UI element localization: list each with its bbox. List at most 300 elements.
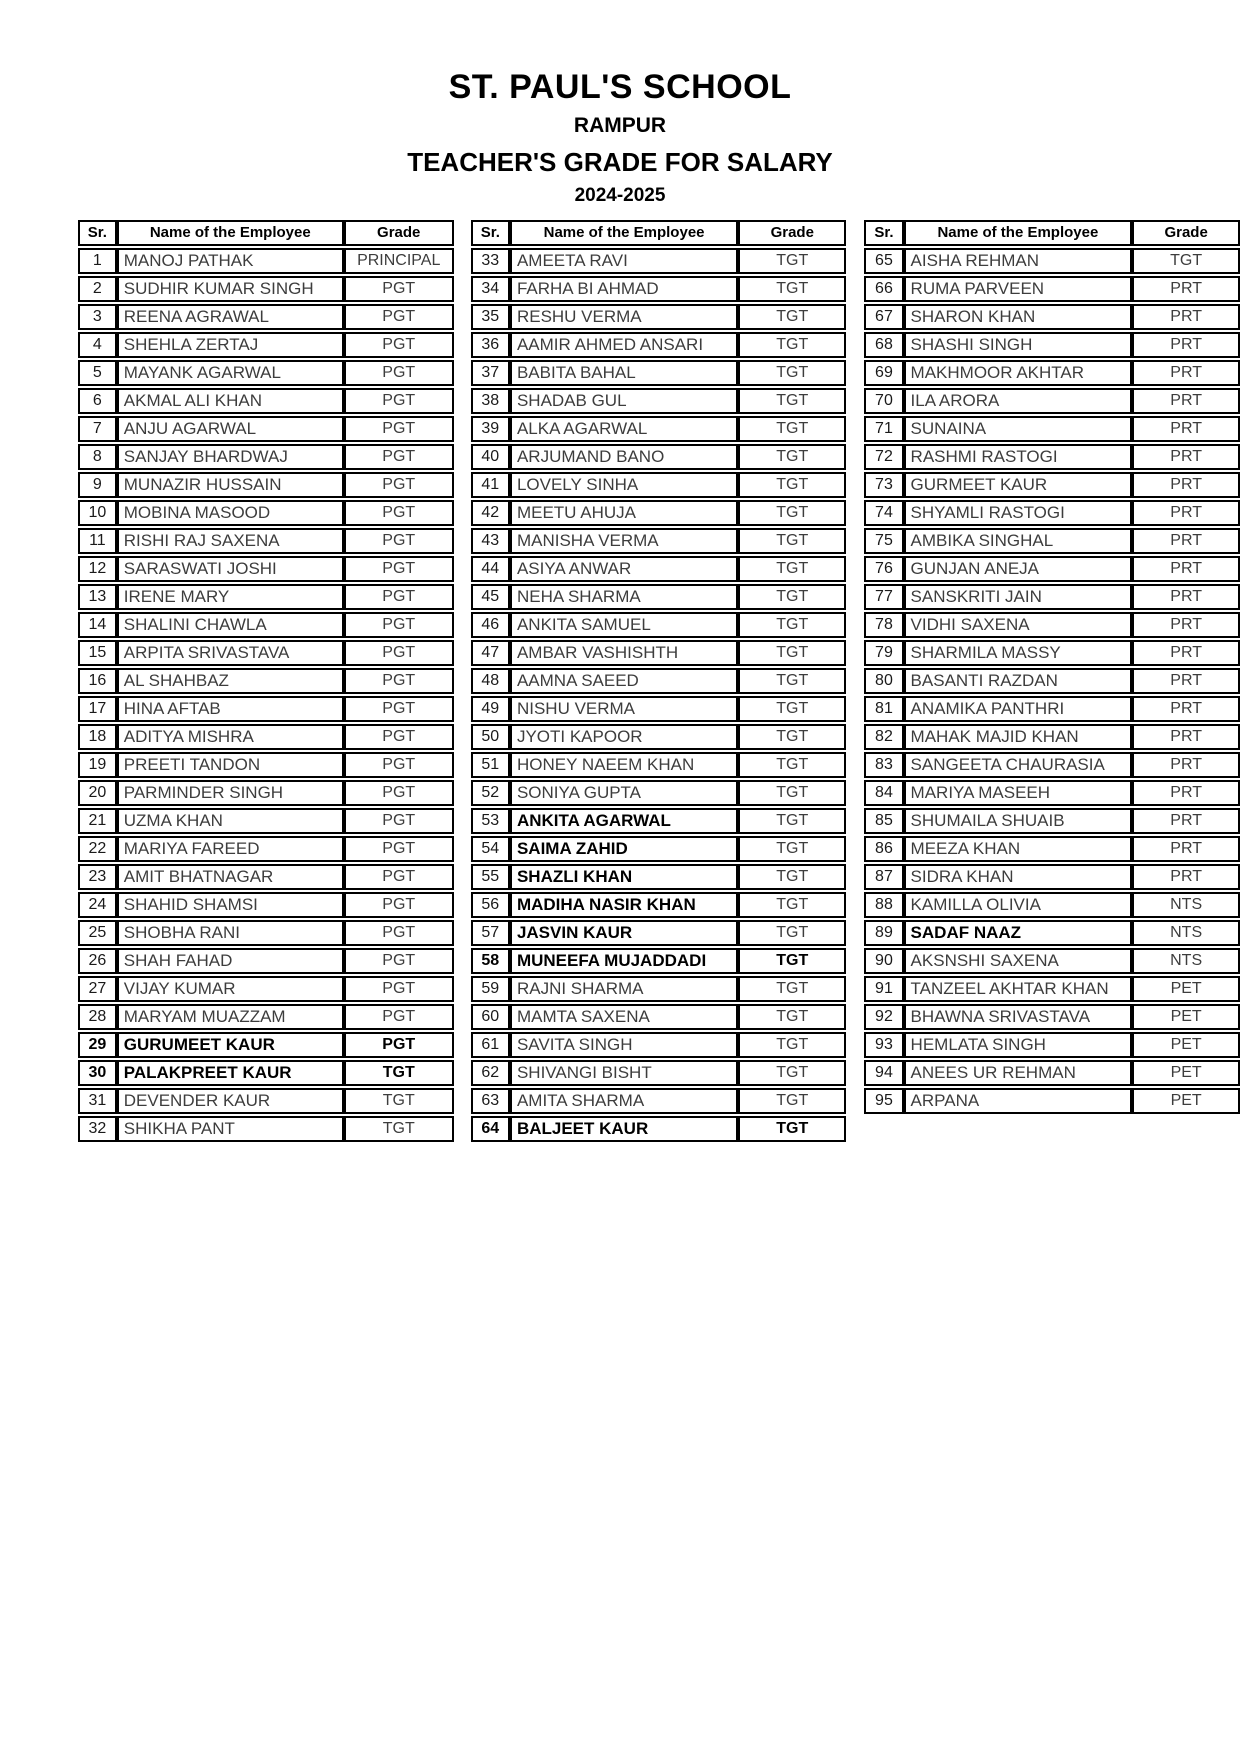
sr-cell: 39 [471,416,510,442]
sr-cell: 5 [78,360,117,386]
sr-cell: 62 [471,1060,510,1086]
name-cell: ALKA AGARWAL [510,416,738,442]
table-row [78,892,454,918]
grade-cell: TGT [738,416,846,442]
grade-cell: TGT [738,864,846,890]
grade-cell: TGT [738,976,846,1002]
table-row [864,612,1240,638]
grade-cell: PRT [1132,556,1240,582]
table-row [78,248,454,274]
name-cell: TANZEEL AKHTAR KHAN [904,976,1133,1002]
grade-cell: PET [1132,1088,1240,1114]
grade-cell: PGT [344,444,454,470]
sr-cell: 38 [471,388,510,414]
table-row [78,640,454,666]
name-cell: SHOBHA RANI [117,920,344,946]
table-row [78,724,454,750]
grade-cell: TGT [738,1088,846,1114]
grade-cell: TGT [738,360,846,386]
header-row [864,220,1240,246]
table-row [864,668,1240,694]
grade-cell: PET [1132,1032,1240,1058]
name-cell: HEMLATA SINGH [904,1032,1133,1058]
table-body [78,248,454,1142]
sr-cell: 37 [471,360,510,386]
grade-cell: NTS [1132,948,1240,974]
grade-cell: PGT [344,976,454,1002]
table-row [471,1032,847,1058]
name-cell: SAIMA ZAHID [510,836,738,862]
name-cell: SONIYA GUPTA [510,780,738,806]
name-cell: NEHA SHARMA [510,584,738,610]
grade-cell: PET [1132,1004,1240,1030]
sr-cell: 52 [471,780,510,806]
grade-cell: PGT [344,556,454,582]
grade-cell: TGT [738,920,846,946]
sr-cell: 83 [864,752,903,778]
name-cell: SHARMILA MASSY [904,640,1133,666]
grade-cell: PGT [344,808,454,834]
sr-cell: 67 [864,304,903,330]
grade-cell: TGT [738,500,846,526]
name-cell: ANJU AGARWAL [117,416,344,442]
name-cell: REENA AGRAWAL [117,304,344,330]
name-cell: AMEETA RAVI [510,248,738,274]
table-row [864,276,1240,302]
table-row [471,1088,847,1114]
name-cell: FARHA BI AHMAD [510,276,738,302]
table-row [864,416,1240,442]
name-cell: MOBINA MASOOD [117,500,344,526]
name-cell: AMIT BHATNAGAR [117,864,344,890]
name-cell: MAMTA SAXENA [510,1004,738,1030]
name-cell: MUNEEFA MUJADDADI [510,948,738,974]
grade-cell: TGT [738,948,846,974]
sr-cell: 49 [471,696,510,722]
grade-table-2 [471,218,847,1144]
name-cell: SHIKHA PANT [117,1116,344,1142]
table-row [78,444,454,470]
table-row [78,1004,454,1030]
name-cell: AISHA REHMAN [904,248,1133,274]
grade-cell: PGT [344,836,454,862]
grade-cell: PRT [1132,780,1240,806]
name-cell: MEEZA KHAN [904,836,1133,862]
name-cell: GURUMEET KAUR [117,1032,344,1058]
table-row [471,948,847,974]
name-cell: AMBIKA SINGHAL [904,528,1133,554]
sr-cell: 93 [864,1032,903,1058]
grade-cell: TGT [738,444,846,470]
table-row [78,528,454,554]
name-cell: ANKITA AGARWAL [510,808,738,834]
table-row [864,528,1240,554]
name-cell: IRENE MARY [117,584,344,610]
table-row [471,472,847,498]
table-row [471,612,847,638]
grade-cell: PGT [344,528,454,554]
name-cell: BHAWNA SRIVASTAVA [904,1004,1133,1030]
sr-cell: 40 [471,444,510,470]
grade-cell: PGT [344,584,454,610]
table-row [78,948,454,974]
name-cell: HONEY NAEEM KHAN [510,752,738,778]
session-year: 2024-2025 [574,185,666,206]
sr-cell: 3 [78,304,117,330]
sr-cell: 53 [471,808,510,834]
sr-cell: 68 [864,332,903,358]
grade-table-3 [864,218,1240,1116]
grade-cell: TGT [738,612,846,638]
sr-cell: 47 [471,640,510,666]
sr-cell: 4 [78,332,117,358]
table-row [864,696,1240,722]
name-cell: AMBAR VASHISHTH [510,640,738,666]
grade-cell: PGT [344,332,454,358]
sr-cell: 6 [78,388,117,414]
grade-cell: PRT [1132,444,1240,470]
school-city: RAMPUR [573,114,667,137]
grade-cell: PRT [1132,416,1240,442]
table-row [471,864,847,890]
table-row [78,1116,454,1142]
table-row [864,584,1240,610]
col-header-grade: Grade [1132,220,1240,246]
table-row [78,976,454,1002]
name-cell: MANOJ PATHAK [117,248,344,274]
sr-cell: 71 [864,416,903,442]
sr-cell: 28 [78,1004,117,1030]
table-row [78,1088,454,1114]
grade-cell: PGT [344,920,454,946]
name-cell: ARPANA [904,1088,1133,1114]
sr-cell: 75 [864,528,903,554]
name-cell: JYOTI KAPOOR [510,724,738,750]
sr-cell: 11 [78,528,117,554]
table-header [471,220,847,246]
table-row [471,360,847,386]
grade-cell: TGT [738,640,846,666]
sr-cell: 36 [471,332,510,358]
table-row [78,360,454,386]
grade-cell: PRT [1132,612,1240,638]
grade-cell: PRT [1132,332,1240,358]
grade-cell: TGT [738,248,846,274]
grade-cell: PRT [1132,500,1240,526]
sr-cell: 65 [864,248,903,274]
sr-cell: 45 [471,584,510,610]
grade-cell: TGT [738,724,846,750]
sr-cell: 77 [864,584,903,610]
name-cell: AMITA SHARMA [510,1088,738,1114]
sr-cell: 48 [471,668,510,694]
table-row [78,500,454,526]
name-cell: SHIVANGI BISHT [510,1060,738,1086]
sr-cell: 44 [471,556,510,582]
grade-cell: TGT [738,836,846,862]
sr-cell: 91 [864,976,903,1002]
sr-cell: 79 [864,640,903,666]
name-cell: MARIYA MASEEH [904,780,1133,806]
table-row [864,472,1240,498]
sr-cell: 15 [78,640,117,666]
grade-cell: PGT [344,640,454,666]
name-cell: SHARON KHAN [904,304,1133,330]
grade-cell: PET [1132,1060,1240,1086]
sr-cell: 70 [864,388,903,414]
grade-cell: TGT [738,892,846,918]
grade-cell: PGT [344,724,454,750]
grade-cell: PGT [344,612,454,638]
name-cell: RAJNI SHARMA [510,976,738,1002]
document-heading [0,0,1240,207]
sr-cell: 12 [78,556,117,582]
table-row [471,1004,847,1030]
sr-cell: 32 [78,1116,117,1142]
table-row [864,808,1240,834]
grade-cell: PRT [1132,388,1240,414]
sr-cell: 41 [471,472,510,498]
table-row [864,556,1240,582]
name-cell: ANAMIKA PANTHRI [904,696,1133,722]
sr-cell: 95 [864,1088,903,1114]
name-cell: NISHU VERMA [510,696,738,722]
name-cell: AKMAL ALI KHAN [117,388,344,414]
table-row [78,276,454,302]
col-header-name: Name of the Employee [117,220,344,246]
grade-cell: PRT [1132,808,1240,834]
name-cell: MANISHA VERMA [510,528,738,554]
table-body [471,248,847,1142]
col-header-name: Name of the Employee [904,220,1133,246]
grade-cell: TGT [738,304,846,330]
grade-cell: PRT [1132,276,1240,302]
col-header-sr: Sr. [78,220,117,246]
grade-cell: TGT [344,1060,454,1086]
sr-cell: 94 [864,1060,903,1086]
sr-cell: 21 [78,808,117,834]
table-row [471,416,847,442]
sr-cell: 84 [864,780,903,806]
table-row [864,920,1240,946]
sr-cell: 80 [864,668,903,694]
table-row [471,724,847,750]
table-row [864,388,1240,414]
sr-cell: 30 [78,1060,117,1086]
table-row [864,864,1240,890]
table-row [864,836,1240,862]
table-row [864,360,1240,386]
name-cell: SANJAY BHARDWAJ [117,444,344,470]
sr-cell: 64 [471,1116,510,1142]
sr-cell: 50 [471,724,510,750]
name-cell: SIDRA KHAN [904,864,1133,890]
table-row [78,472,454,498]
sr-cell: 23 [78,864,117,890]
grade-cell: PRT [1132,724,1240,750]
name-cell: SHEHLA ZERTAJ [117,332,344,358]
sr-cell: 56 [471,892,510,918]
name-cell: DEVENDER KAUR [117,1088,344,1114]
grade-cell: TGT [738,276,846,302]
name-cell: PREETI TANDON [117,752,344,778]
name-cell: BABITA BAHAL [510,360,738,386]
sr-cell: 19 [78,752,117,778]
name-cell: RESHU VERMA [510,304,738,330]
table-row [471,976,847,1002]
table-header [78,220,454,246]
table-row [471,332,847,358]
name-cell: AAMIR AHMED ANSARI [510,332,738,358]
sr-cell: 9 [78,472,117,498]
table-row [471,696,847,722]
sr-cell: 88 [864,892,903,918]
col-header-grade: Grade [344,220,454,246]
name-cell: MUNAZIR HUSSAIN [117,472,344,498]
sr-cell: 87 [864,864,903,890]
name-cell: SHADAB GUL [510,388,738,414]
table-row [864,976,1240,1002]
table-row [864,948,1240,974]
name-cell: SHUMAILA SHUAIB [904,808,1133,834]
table-row [471,1116,847,1142]
table-row [78,612,454,638]
table-row [864,304,1240,330]
name-cell: BASANTI RAZDAN [904,668,1133,694]
table-row [471,836,847,862]
table-row [471,500,847,526]
table-row [78,864,454,890]
name-cell: MAYANK AGARWAL [117,360,344,386]
name-cell: SARASWATI JOSHI [117,556,344,582]
name-cell: ARJUMAND BANO [510,444,738,470]
name-cell: SAVITA SINGH [510,1032,738,1058]
grade-cell: TGT [738,1060,846,1086]
sr-cell: 42 [471,500,510,526]
table-header [864,220,1240,246]
name-cell: AL SHAHBAZ [117,668,344,694]
name-cell: ASIYA ANWAR [510,556,738,582]
header-row [471,220,847,246]
name-cell: PARMINDER SINGH [117,780,344,806]
sr-cell: 74 [864,500,903,526]
sr-cell: 35 [471,304,510,330]
sr-cell: 54 [471,836,510,862]
grade-cell: TGT [738,332,846,358]
name-cell: SHALINI CHAWLA [117,612,344,638]
sr-cell: 31 [78,1088,117,1114]
grade-cell: TGT [738,1004,846,1030]
table-row [864,1032,1240,1058]
table-row [78,808,454,834]
grade-cell: TGT [738,668,846,694]
table-row [471,780,847,806]
name-cell: PALAKPREET KAUR [117,1060,344,1086]
grade-cell: TGT [738,752,846,778]
sr-cell: 63 [471,1088,510,1114]
name-cell: JASVIN KAUR [510,920,738,946]
table-row [471,248,847,274]
grade-cell: PGT [344,304,454,330]
name-cell: LOVELY SINHA [510,472,738,498]
table-row [471,752,847,778]
table-row [78,752,454,778]
table-row [78,696,454,722]
table-row [471,892,847,918]
table-row [864,640,1240,666]
table-row [864,780,1240,806]
grade-cell: TGT [738,808,846,834]
col-header-name: Name of the Employee [510,220,738,246]
sr-cell: 51 [471,752,510,778]
name-cell: SADAF NAAZ [904,920,1133,946]
grade-cell: PRT [1132,304,1240,330]
sr-cell: 89 [864,920,903,946]
name-cell: SUNAINA [904,416,1133,442]
grade-cell: TGT [738,528,846,554]
table-row [78,556,454,582]
sr-cell: 55 [471,864,510,890]
grade-cell: PGT [344,780,454,806]
school-name: ST. PAUL'S SCHOOL [448,68,792,106]
sr-cell: 78 [864,612,903,638]
tables-container [78,218,1240,1144]
table-row [78,668,454,694]
sr-cell: 24 [78,892,117,918]
table-row [78,836,454,862]
grade-cell: PRINCIPAL [344,248,454,274]
grade-cell: TGT [738,584,846,610]
sr-cell: 58 [471,948,510,974]
grade-cell: PGT [344,668,454,694]
name-cell: GUNJAN ANEJA [904,556,1133,582]
table-row [471,276,847,302]
grade-cell: TGT [738,780,846,806]
name-cell: MARIYA FAREED [117,836,344,862]
grade-cell: TGT [1132,248,1240,274]
table-row [864,444,1240,470]
grade-cell: PRT [1132,752,1240,778]
grade-cell: PRT [1132,640,1240,666]
col-header-sr: Sr. [864,220,903,246]
grade-cell: NTS [1132,920,1240,946]
name-cell: ILA ARORA [904,388,1133,414]
table-row [864,500,1240,526]
table-row [78,1060,454,1086]
sr-cell: 81 [864,696,903,722]
grade-cell: PGT [344,1032,454,1058]
name-cell: SANGEETA CHAURASIA [904,752,1133,778]
col-header-sr: Sr. [471,220,510,246]
sr-cell: 25 [78,920,117,946]
table-row [471,528,847,554]
table-row [471,584,847,610]
grade-cell: TGT [738,472,846,498]
sr-cell: 7 [78,416,117,442]
sr-cell: 22 [78,836,117,862]
grade-cell: TGT [738,1032,846,1058]
table-row [78,416,454,442]
grade-cell: PGT [344,696,454,722]
name-cell: MEETU AHUJA [510,500,738,526]
sr-cell: 29 [78,1032,117,1058]
sr-cell: 17 [78,696,117,722]
table-row [864,248,1240,274]
sr-cell: 85 [864,808,903,834]
grade-cell: PRT [1132,864,1240,890]
sr-cell: 92 [864,1004,903,1030]
sr-cell: 10 [78,500,117,526]
